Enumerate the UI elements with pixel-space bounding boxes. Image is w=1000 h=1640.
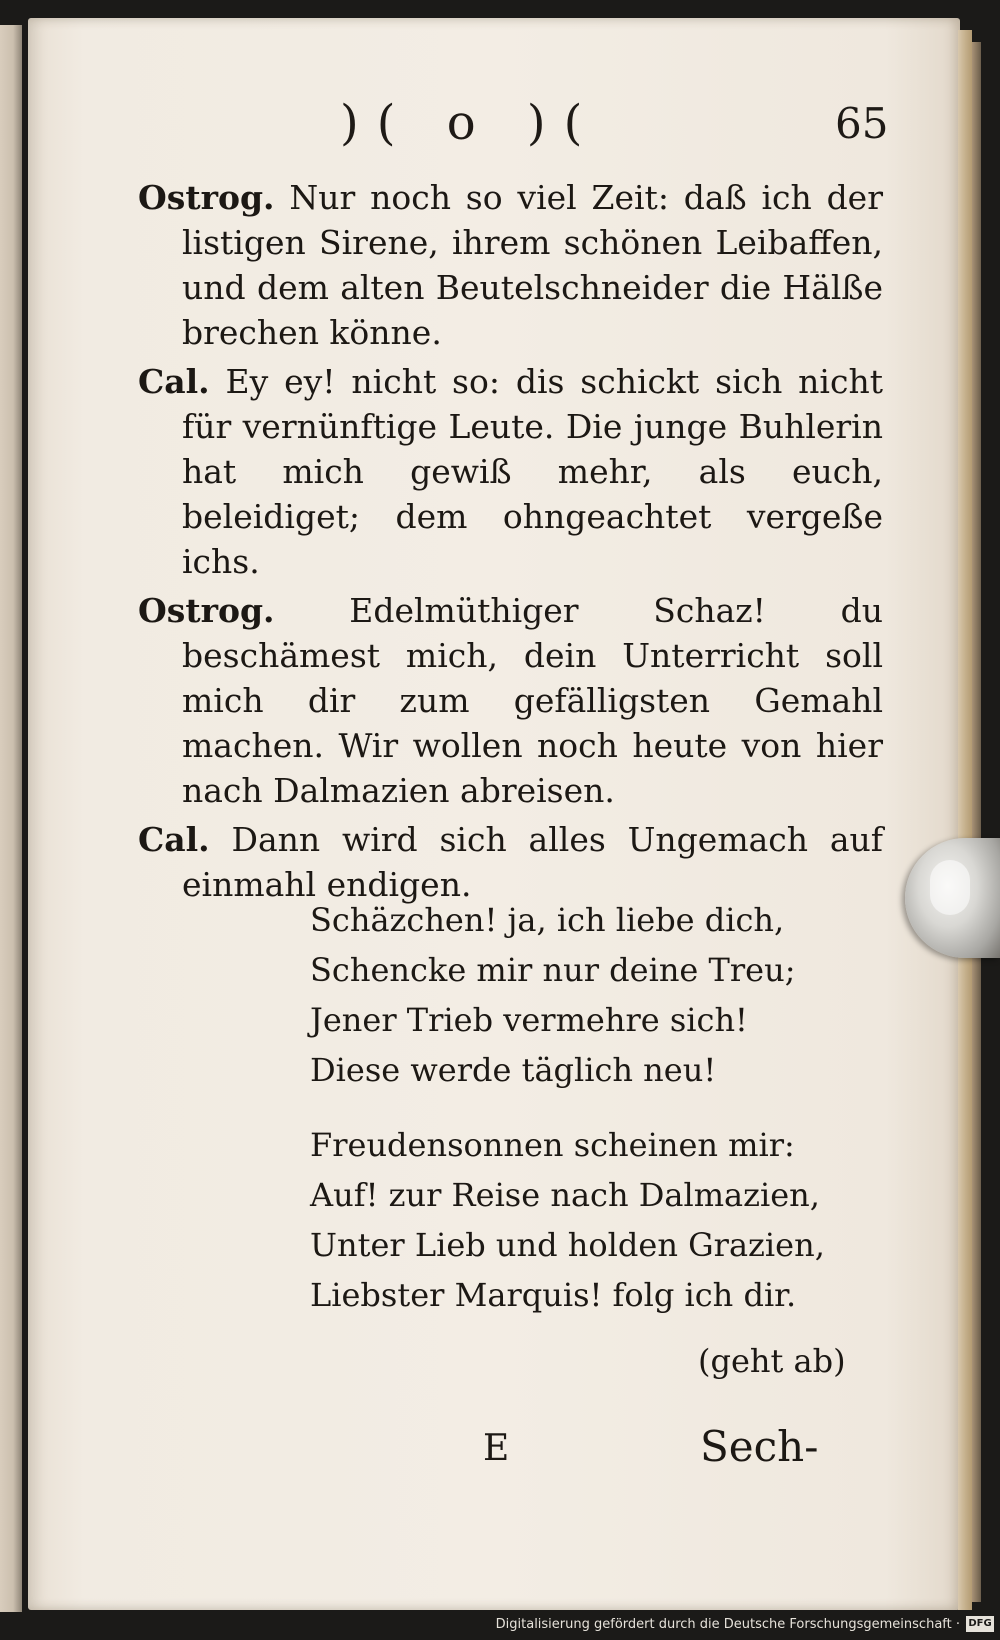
- funding-credit: Digitalisierung gefördert durch die Deutsche Forschungsgemeinschaft ·: [495, 1617, 960, 1632]
- speaker-label: Ostrog.: [138, 591, 275, 630]
- verse-line: Liebster Marquis! folg ich dir.: [310, 1276, 797, 1314]
- book-cover-edge: [972, 42, 981, 1602]
- speech-cal-2: [138, 817, 883, 907]
- verse-line: Schäzchen! ja, ich liebe dich,: [310, 901, 785, 939]
- page-number: 65: [835, 99, 889, 148]
- verse-stanza-1: [310, 895, 796, 1095]
- speech-ostrog-2: [138, 588, 883, 813]
- verse-line: Schencke mir nur deine Treu;: [310, 951, 796, 989]
- speaker-label: Cal.: [138, 820, 210, 859]
- dfg-logo-icon: DFG: [966, 1616, 994, 1632]
- speech-text: Ey ey! nicht so: dis schickt sich nicht für vernünftige Leute. Die junge Buhlerin hat mich gewiß mehr, als euch, beleidiget; dem ohngeachtet vergeße ichs.: [182, 362, 883, 581]
- speaker-label: Ostrog.: [138, 178, 275, 217]
- speaker-label: Cal.: [138, 362, 210, 401]
- verse-line: Unter Lieb und holden Grazien,: [310, 1226, 825, 1264]
- speech-text: Dann wird sich alles Ungemach auf einmahl endigen.: [182, 820, 883, 904]
- header-ornament: )( o )(: [340, 95, 601, 151]
- signature-mark: E: [483, 1428, 510, 1469]
- verse-line: Freudensonnen scheinen mir:: [310, 1126, 795, 1164]
- verse-line: Diese werde täglich neu!: [310, 1051, 717, 1089]
- catchword: Sech-: [700, 1422, 819, 1471]
- speech-ostrog-1: [138, 175, 883, 355]
- speech-text: Nur noch so viel Zeit: daß ich der listigen Sirene, ihrem schönen Leibaffen, und dem alten Beutelschneider die Hälße brechen könne.: [182, 178, 883, 352]
- verse-stanza-2: [310, 1120, 825, 1320]
- speech-text: Edelmüthiger Schaz! du beschämest mich, dein Unterricht soll mich dir zum gefälligsten Gemahl machen. Wir wollen noch heute von hier nach Dalmazien abreisen.: [182, 591, 883, 810]
- page-stack-edge: [958, 30, 972, 1610]
- dialogue-text: [138, 175, 883, 911]
- verse-line: Jener Trieb vermehre sich!: [310, 1001, 748, 1039]
- stage-direction: (geht ab): [698, 1342, 846, 1380]
- speech-cal-1: [138, 359, 883, 584]
- previous-page-edge: [0, 25, 22, 1625]
- verse-line: Auf! zur Reise nach Dalmazien,: [310, 1176, 820, 1214]
- running-header: [0, 95, 1000, 155]
- clip-highlight: [930, 860, 970, 915]
